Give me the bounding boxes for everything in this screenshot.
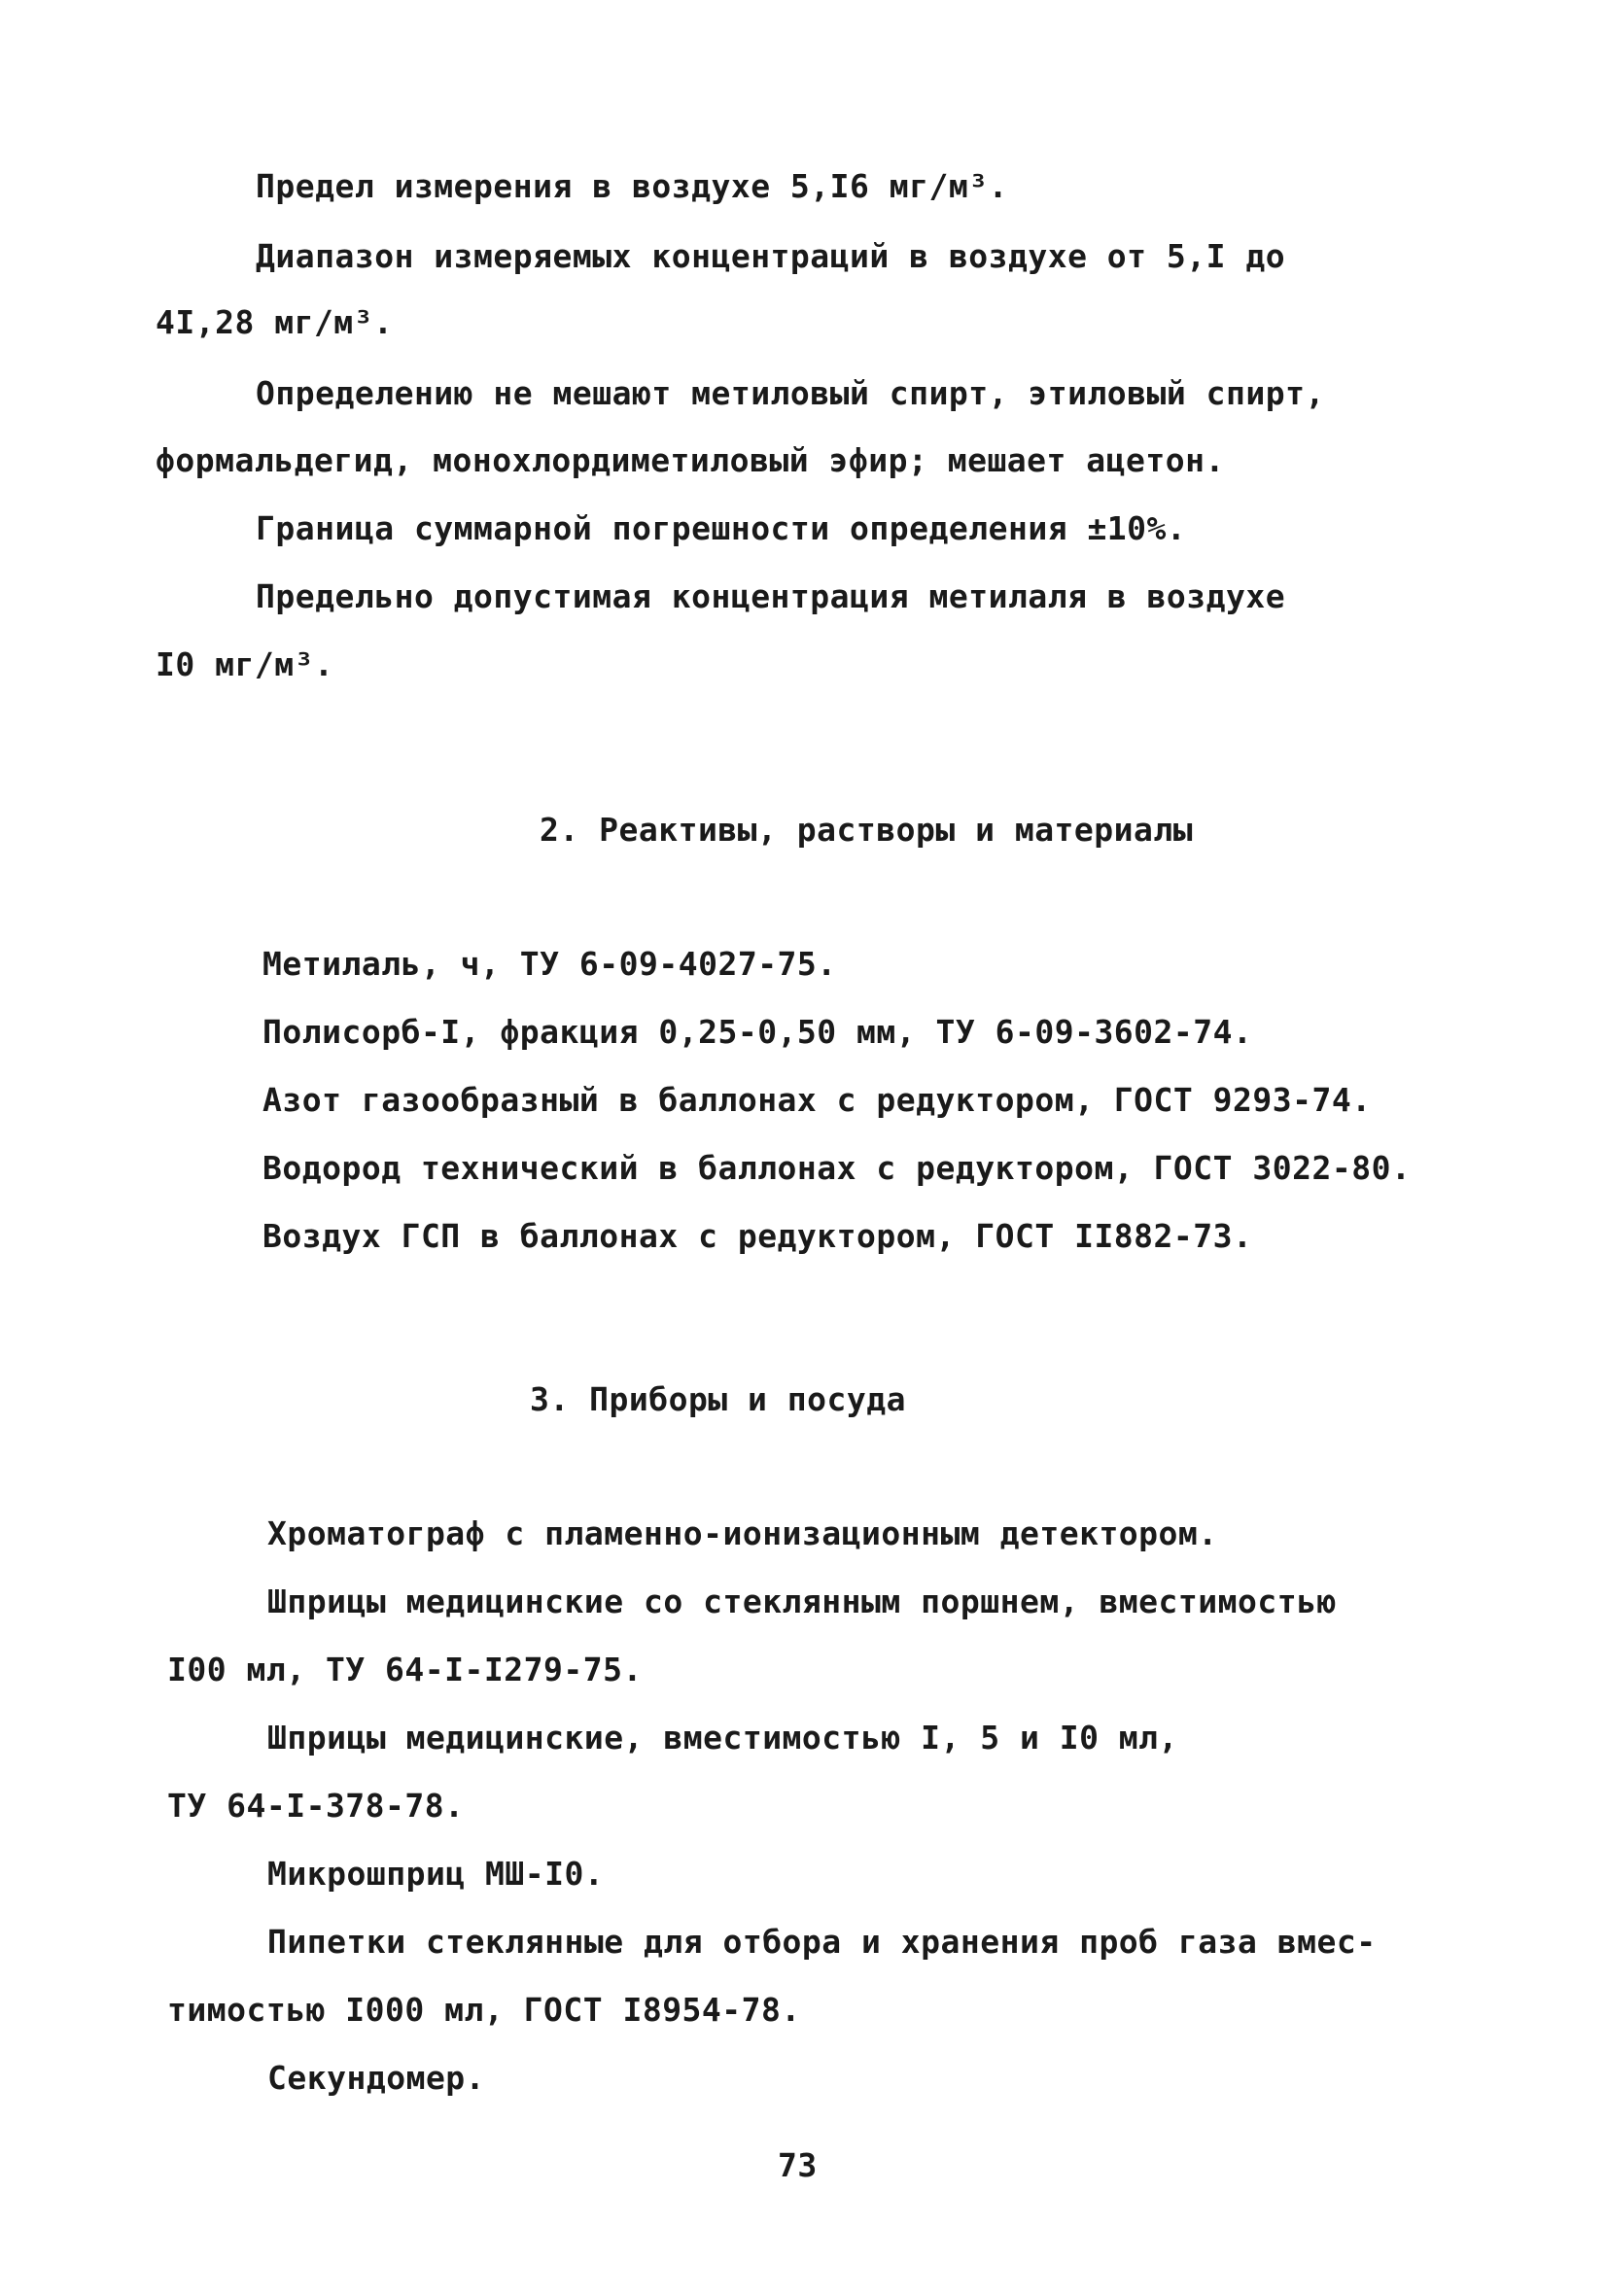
reagent-item: Полисорб-I, фракция 0,25-0,50 мм, ТУ 6-09-3602-74.	[262, 1013, 1253, 1051]
equipment-line: I00 мл, ТУ 64-I-I279-75.	[167, 1651, 643, 1688]
reagent-item: Метилаль, ч, ТУ 6-09-4027-75.	[262, 945, 837, 983]
equipment-line: Шприцы медицинские со стеклянным поршнем, вместимостью	[267, 1583, 1337, 1620]
interference-text-line-1: Определению не мешают метиловый спирт, этиловый спирт,	[256, 374, 1325, 412]
equipment-line: Хроматограф с пламенно-ионизационным детектором.	[267, 1514, 1218, 1552]
equipment-line: Микрошприц МШ-I0.	[267, 1855, 605, 1893]
equipment-line: ТУ 64-I-378-78.	[167, 1787, 465, 1825]
page-number: 73	[778, 2146, 818, 2184]
interference-text-line-2: формальдегид, монохлордиметиловый эфир; мешает ацетон.	[156, 441, 1225, 479]
error-text: Граница суммарной погрешности определения ±10%.	[256, 509, 1187, 547]
equipment-line: Пипетки стеклянные для отбора и хранения проб газа вмес-	[267, 1923, 1377, 1961]
range-text-line-2: 4I,28 мг/м³.	[156, 303, 394, 341]
mac-text-line-2: I0 мг/м³.	[156, 645, 334, 683]
limit-text: Предел измерения в воздухе 5,I6 мг/м³.	[256, 167, 1008, 205]
reagent-item: Водород технический в баллонах с редуктором, ГОСТ 3022-80.	[262, 1149, 1412, 1187]
equipment-line: Секундомер.	[267, 2059, 486, 2097]
mac-text-line-1: Предельно допустимая концентрация метилаля в воздухе	[256, 577, 1286, 615]
range-text-line-1: Диапазон измеряемых концентраций в воздухе от 5,I до	[256, 237, 1286, 275]
equipment-line: Шприцы медицинские, вместимостью I, 5 и I0 мл,	[267, 1719, 1178, 1757]
section-3-heading: 3. Приборы и посуда	[530, 1380, 906, 1418]
equipment-line: тимостью I000 мл, ГОСТ I8954-78.	[167, 1991, 801, 2029]
section-2-heading: 2. Реактивы, растворы и материалы	[540, 811, 1194, 849]
reagent-item: Воздух ГСП в баллонах с редуктором, ГОСТ II882-73.	[262, 1217, 1253, 1255]
reagent-item: Азот газообразный в баллонах с редуктором, ГОСТ 9293-74.	[262, 1081, 1372, 1119]
